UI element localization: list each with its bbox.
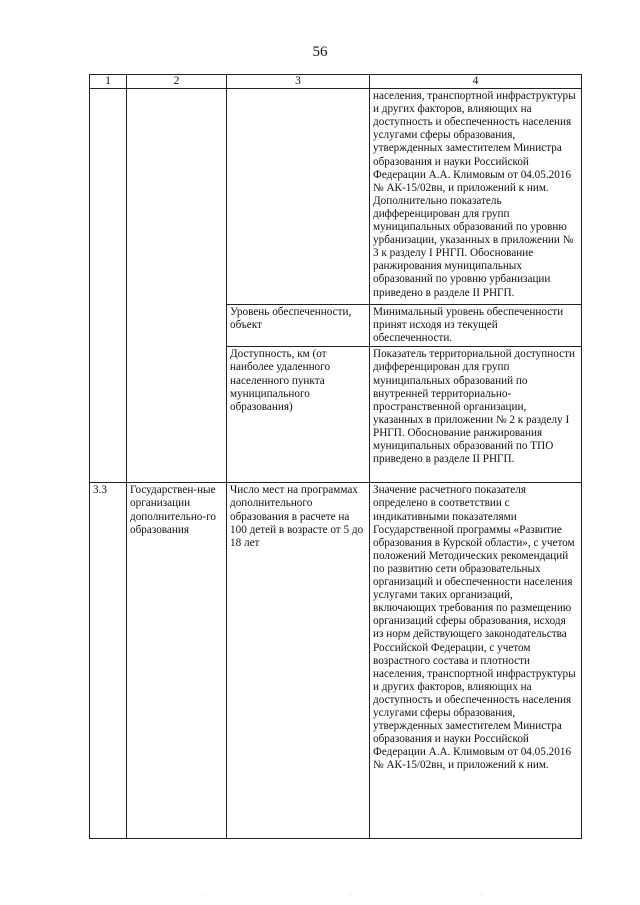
standards-table (89, 74, 582, 839)
header-cell-4: 4 (370, 75, 582, 89)
row-number: 3.3 (90, 483, 127, 839)
access-indicator: Доступность, км (от наиболее удаленного населенного пункта муниципального образования) (227, 347, 370, 483)
table-header-row (90, 75, 582, 89)
table-row-continued (90, 89, 582, 305)
indicator-name: Число мест на программах дополнительного образования в расчете на 100 детей в возрасте от 5 до 18 лет (227, 483, 370, 839)
organization-type: Государствен-ные организации дополнительно-го образования (127, 483, 227, 839)
access-justification: Показатель территориальной доступности дифференцирован для групп муниципальных образований по внутренней территориально-пространственной организации, указанных в приложении № 2 к разделу I РНГП. Обоснование ранжирования муниципальных образований по ТПО приведено в разделе II РНГП. (370, 347, 582, 483)
table-row-3-3 (90, 483, 582, 839)
level-justification: Минимальный уровень обеспеченности принят исходя из текущей обеспеченности. (370, 305, 582, 347)
indicator-justification: Значение расчетного показателя определено в соответствии с индикативными показателями Государственной программы «Развитие образования в Курской области», с учетом положений Методических рекомендаций по развитию сети образовательных организаций и обеспеченности населения услугами таких организаций, включающих требования по размещению организаций сферы образования, исходя из норм действующего законодательства Российской Федерации, с учетом возрастного состава и плотности населения, транспортной инфраструктуры и других факторов, влияющих на доступность и обеспеченность населения услугами сферы образования, утвержденных заместителем Министра образования и науки Российской Федерации А.А. Климовым от 04.05.2016 № АК-15/02вн, и приложений к ним. (370, 483, 582, 839)
scan-dot: · (480, 893, 482, 899)
header-cell-2: 2 (127, 75, 227, 89)
continued-text: населения, транспортной инфраструктуры и других факторов, влияющих на доступность и обеспеченность населения услугами сферы образования, утвержденных заместителем Министра образования и науки Российской Федерации А.А. Климовым от 04.05.2016 № АК-15/02вн, и приложений к ним. Дополнительно показатель дифференцирован для групп муниципальных образований по уровню урбанизации, указанных в приложении № 3 к разделу I РНГП. Обоснование ранжирования муниципальных образований по уровню урбанизации приведено в разделе II РНГП. (370, 89, 582, 305)
scan-artifacts (0, 893, 640, 899)
cell-empty-3 (227, 89, 370, 305)
scan-dot: · (350, 893, 352, 899)
scan-dot: · (205, 893, 207, 899)
cell-empty-2 (127, 89, 227, 483)
page-number: 56 (312, 44, 328, 60)
header-cell-3: 3 (227, 75, 370, 89)
level-indicator: Уровень обеспеченности, объект (227, 305, 370, 347)
header-cell-1: 1 (90, 75, 127, 89)
cell-empty-1 (90, 89, 127, 483)
